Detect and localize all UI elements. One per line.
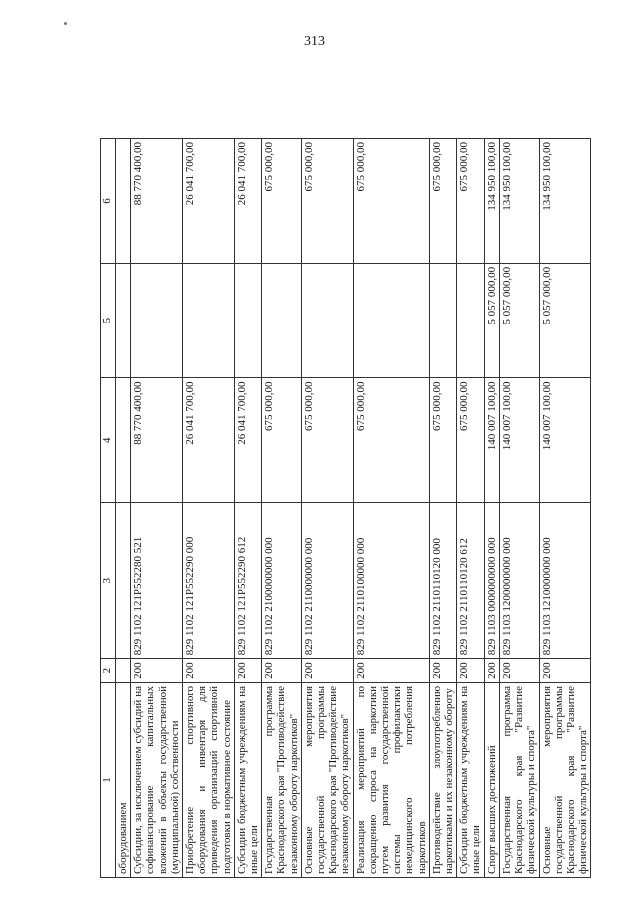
row-amount-cell: 134 950 100,00 — [499, 139, 539, 264]
row-amount-cell: 134 950 100,00 — [484, 139, 499, 264]
row-amount-cell — [457, 263, 484, 378]
page-number: 313 — [304, 34, 325, 49]
row-amount-cell: 675 000,00 — [457, 139, 484, 264]
row-amount-cell: 88 770 400,00 — [131, 378, 183, 503]
row-code-cell: 200 — [353, 659, 429, 683]
row-kbk-cell: 829 1102 121P552290 000 — [183, 503, 235, 659]
header-cell: 6 — [101, 139, 116, 264]
table-row — [131, 139, 183, 878]
row-kbk-cell: 829 1102 121P552280 521 — [131, 503, 183, 659]
row-code-cell: 200 — [183, 659, 235, 683]
table-row — [539, 139, 591, 878]
row-kbk-cell: 829 1103 1210000000 000 — [539, 503, 591, 659]
row-name-cell: Субсидии бюджетным учреждениям на иные цели — [457, 682, 484, 877]
table-row — [262, 139, 302, 878]
row-code-cell: 200 — [539, 659, 591, 683]
row-amount-cell — [116, 263, 131, 378]
table-row — [457, 139, 484, 878]
row-kbk-cell: 829 1103 0000000000 000 — [484, 503, 499, 659]
row-amount-cell — [116, 378, 131, 503]
table-row — [429, 139, 456, 878]
row-amount-cell — [301, 263, 353, 378]
row-amount-cell: 140 007 100,00 — [499, 378, 539, 503]
row-amount-cell: 26 041 700,00 — [234, 378, 261, 503]
row-amount-cell: 140 007 100,00 — [539, 378, 591, 503]
table-row — [499, 139, 539, 878]
row-amount-cell: 675 000,00 — [301, 378, 353, 503]
row-amount-cell — [234, 263, 261, 378]
row-amount-cell — [353, 263, 429, 378]
row-kbk-cell: 829 1102 2110000000 000 — [301, 503, 353, 659]
row-amount-cell — [183, 263, 235, 378]
header-cell: 5 — [101, 263, 116, 378]
row-amount-cell — [429, 263, 456, 378]
row-name-cell: Государственная программа Краснодарского края "Развитие физической культуры и спорта" — [499, 682, 539, 877]
row-code-cell — [116, 659, 131, 683]
row-code-cell: 200 — [429, 659, 456, 683]
table-row — [183, 139, 235, 878]
row-amount-cell: 675 000,00 — [353, 378, 429, 503]
row-code-cell: 200 — [457, 659, 484, 683]
row-amount-cell: 675 000,00 — [429, 378, 456, 503]
row-amount-cell: 134 950 100,00 — [539, 139, 591, 264]
row-code-cell: 200 — [131, 659, 183, 683]
row-name-cell: Субсидии бюджетным учреждениям на иные цели — [234, 682, 261, 877]
header-row — [101, 139, 116, 878]
row-amount-cell: 5 057 000,00 — [499, 263, 539, 378]
table-row — [484, 139, 499, 878]
table-row — [116, 139, 131, 878]
row-name-cell: оборудованием — [116, 682, 131, 877]
row-name-cell: Противодействие злоупотреблению наркотиками и их незаконному обороту — [429, 682, 456, 877]
row-amount-cell: 675 000,00 — [262, 139, 302, 264]
table-row — [234, 139, 261, 878]
header-cell: 4 — [101, 378, 116, 503]
row-amount-cell: 140 007 100,00 — [484, 378, 499, 503]
row-amount-cell — [131, 263, 183, 378]
header-cell: 2 — [101, 659, 116, 683]
row-kbk-cell — [116, 503, 131, 659]
row-kbk-cell: 829 1102 2100000000 000 — [262, 503, 302, 659]
row-kbk-cell: 829 1102 2110110120 000 — [429, 503, 456, 659]
row-kbk-cell: 829 1103 1200000000 000 — [499, 503, 539, 659]
row-amount-cell: 675 000,00 — [262, 378, 302, 503]
row-code-cell: 200 — [499, 659, 539, 683]
row-code-cell: 200 — [301, 659, 353, 683]
header-cell: 3 — [101, 503, 116, 659]
row-code-cell: 200 — [484, 659, 499, 683]
row-amount-cell: 5 057 000,00 — [539, 263, 591, 378]
row-name-cell: Субсидии, за исключением субсидий на софинансирование капитальных вложений в объекты государственной (муниципальной) собственности — [131, 682, 183, 877]
row-amount-cell: 88 770 400,00 — [131, 139, 183, 264]
row-code-cell: 200 — [234, 659, 261, 683]
row-name-cell: Государственная программа Краснодарского края "Противодействие незаконному обороту наркотиков" — [262, 682, 302, 877]
row-name-cell: Спорт высших достижений — [484, 682, 499, 877]
budget-table — [100, 138, 591, 878]
row-amount-cell: 26 041 700,00 — [183, 139, 235, 264]
row-name-cell: Реализация мероприятий по сокращению спроса на наркотики путем развития государственной системы профилактики немедицинского потребления наркотиков — [353, 682, 429, 877]
table-row — [353, 139, 429, 878]
row-code-cell: 200 — [262, 659, 302, 683]
row-name-cell: Приобретение спортивного оборудования и инвентаря для приведения организаций спортивной подготовки в нормативное состояние — [183, 682, 235, 877]
header-cell: 1 — [101, 682, 116, 877]
row-kbk-cell: 829 1102 2110110120 612 — [457, 503, 484, 659]
row-amount-cell: 675 000,00 — [301, 139, 353, 264]
row-name-cell: Основные мероприятия государственной программы Краснодарского края "Развитие физической культуры и спорта" — [539, 682, 591, 877]
scan-speck — [64, 22, 67, 25]
row-amount-cell: 5 057 000,00 — [484, 263, 499, 378]
row-kbk-cell: 829 1102 121P552290 612 — [234, 503, 261, 659]
row-amount-cell: 26 041 700,00 — [234, 139, 261, 264]
row-name-cell: Основные мероприятия государственной программы Краснодарского края "Противодействие незаконному обороту наркотиков" — [301, 682, 353, 877]
table-body — [101, 139, 591, 878]
row-amount-cell: 26 041 700,00 — [183, 378, 235, 503]
row-amount-cell: 675 000,00 — [353, 139, 429, 264]
row-amount-cell — [262, 263, 302, 378]
row-amount-cell — [116, 139, 131, 264]
row-kbk-cell: 829 1102 2110100000 000 — [353, 503, 429, 659]
row-amount-cell: 675 000,00 — [457, 378, 484, 503]
row-amount-cell: 675 000,00 — [429, 139, 456, 264]
rotated-table-container — [100, 138, 590, 878]
table-row — [301, 139, 353, 878]
